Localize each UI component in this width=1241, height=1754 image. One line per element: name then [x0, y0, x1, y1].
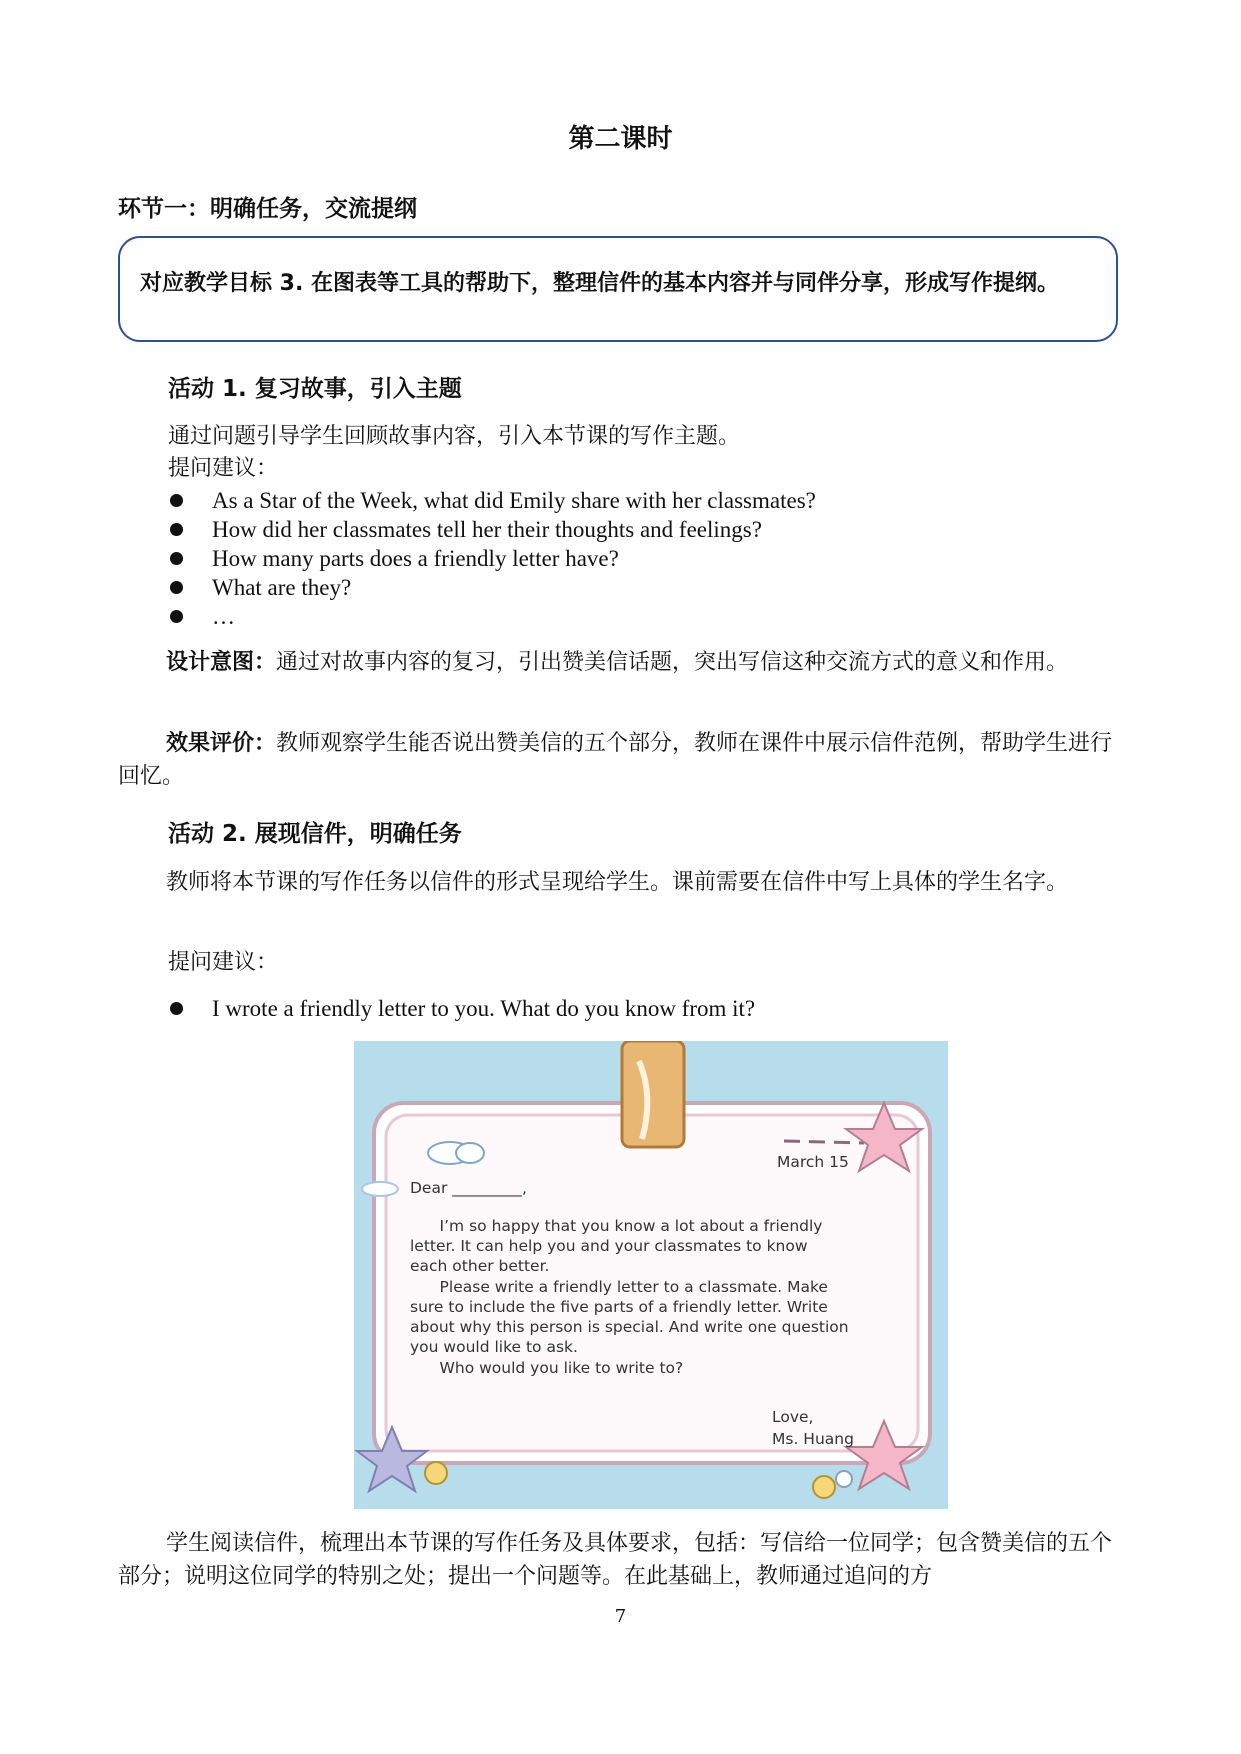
closing-paragraph-text: 学生阅读信件，梳理出本节课的写作任务及具体要求，包括：写信给一位同学；包含赞美信的五个部分；说明这位同学的特别之处；提出一个问题等。在此基础上，教师通过追问的方	[118, 1531, 1113, 1589]
teaching-goal-text: 对应教学目标 3. 在图表等工具的帮助下，整理信件的基本内容并与同伴分享，形成写作提纲。	[140, 271, 1059, 296]
letter-body-line: Who would you like to write to?	[410, 1359, 684, 1377]
design-intent-label: 设计意图：	[166, 649, 277, 675]
closing-paragraph	[118, 1527, 1128, 1593]
letter-signature: Ms. Huang	[772, 1430, 854, 1448]
list-item: How did her classmates tell her their thoughts and feelings?	[168, 515, 816, 544]
design-intent-paragraph	[118, 646, 1128, 679]
letter-body-line: each other better.	[410, 1257, 550, 1275]
activity-1-intro: 通过问题引导学生回顾故事内容，引入本节课的写作主题。	[168, 424, 741, 449]
list-item: How many parts does a friendly letter have?	[168, 544, 816, 573]
activity-2-intro-text: 教师将本节课的写作任务以信件的形式呈现给学生。课前需要在信件中写上具体的学生名字。	[166, 870, 1069, 895]
evaluation-paragraph	[118, 727, 1128, 793]
list-item: …	[168, 602, 816, 631]
section-heading: 环节一：明确任务，交流提纲	[118, 196, 417, 222]
activity-2-intro	[118, 866, 1128, 899]
design-intent-text: 通过对故事内容的复习，引出赞美信话题，突出写信这种交流方式的意义和作用。	[276, 650, 1069, 675]
activity-1-heading: 活动 1. 复习故事，引入主题	[168, 376, 462, 402]
evaluation-label: 效果评价：	[166, 730, 277, 756]
list-item: What are they?	[168, 573, 816, 602]
letter-illustration	[354, 1041, 948, 1509]
list-item: I wrote a friendly letter to you. What do you know from it?	[168, 994, 755, 1023]
letter-body-line: letter. It can help you and your classmates to know	[410, 1237, 808, 1255]
activity-1-prompt-label: 提问建议：	[168, 456, 279, 481]
letter-closing: Love,	[772, 1408, 814, 1426]
letter-body-line: about why this person is special. And write one question	[410, 1318, 849, 1336]
evaluation-text: 教师观察学生能否说出赞美信的五个部分，教师在课件中展示信件范例，帮助学生进行回忆。	[118, 731, 1113, 789]
activity-2-prompt-label: 提问建议：	[168, 950, 279, 975]
letter-greeting: Dear _________,	[410, 1179, 527, 1197]
letter-body-line: I’m so happy that you know a lot about a friendly	[410, 1217, 823, 1235]
activity-2-heading: 活动 2. 展现信件，明确任务	[168, 821, 462, 847]
letter-body-line: Please write a friendly letter to a classmate. Make	[410, 1278, 828, 1296]
page-number: 7	[614, 1606, 627, 1627]
activity-2-question-list	[168, 994, 755, 1023]
letter-date: March 15	[777, 1153, 849, 1171]
page-title: 第二课时	[568, 124, 673, 154]
letter-body-line: you would like to ask.	[410, 1338, 578, 1356]
activity-1-question-list	[168, 486, 816, 631]
letter-body-line: sure to include the five parts of a friendly letter. Write	[410, 1298, 828, 1316]
teaching-goal-box	[118, 236, 1118, 342]
list-item: As a Star of the Week, what did Emily share with her classmates?	[168, 486, 816, 515]
